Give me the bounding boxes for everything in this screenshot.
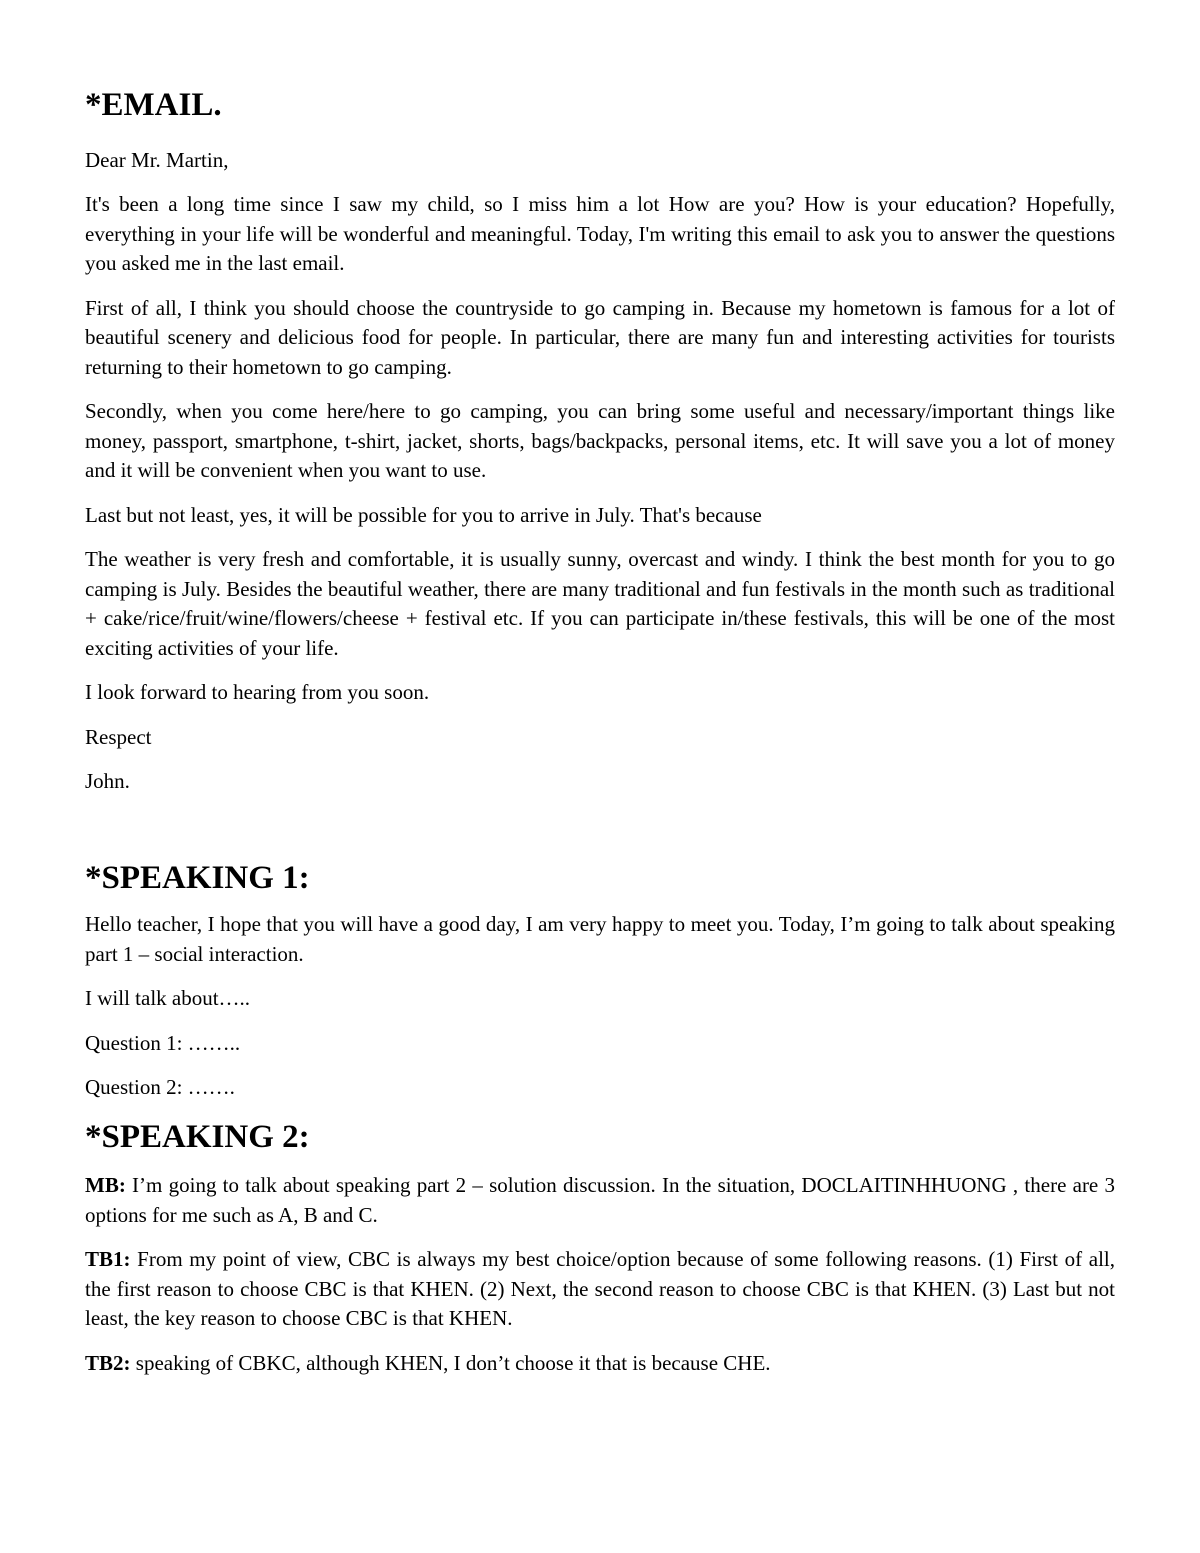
speaking2-heading: *SPEAKING 2: (85, 1118, 310, 1155)
email-heading: *EMAIL. (85, 87, 222, 123)
speaking2-mb-paragraph (85, 1171, 1115, 1230)
speaking2-tb1-label: TB1: (85, 1247, 131, 1272)
speaking1-heading: *SPEAKING 1: (85, 859, 310, 896)
speaking2-mb-label: MB: (85, 1173, 126, 1198)
speaking1-question-1: Question 1: …….. (85, 1030, 241, 1055)
email-paragraph: It's been a long time since I saw my child, so I miss him a lot How are you? How is your education? Hopefully, everything in your life will be wonderful and meaningful. Today, I'm writing this email to ask you to answer the questions you asked me in the last email. (85, 192, 1115, 276)
speaking2-mb-text: I’m going to talk about speaking part 2 – solution discussion. In the situation, DOCLAITINHHUONG , there are 3 options for me such as A, B and C. (85, 1173, 1115, 1227)
speaking2-tb2-text: speaking of CBKC, although KHEN, I don’t choose it that is because CHE. (130, 1350, 771, 1375)
speaking1-intro: Hello teacher, I hope that you will have a good day, I am very happy to meet you. Today, I’m going to talk about speaking part 1 – social interaction. (85, 912, 1115, 966)
email-signature: John. (85, 769, 130, 794)
speaking2-tb2-label: TB2: (85, 1350, 131, 1375)
email-salutation: Dear Mr. Martin, (85, 147, 229, 172)
speaking1-question-2: Question 2: ……. (85, 1075, 235, 1100)
speaking2-tb1-paragraph (85, 1245, 1115, 1334)
email-paragraph: The weather is very fresh and comfortable, it is usually sunny, overcast and windy. I think the best month for you to go camping is July. Besides the beautiful weather, there are many traditional and fun festivals in the month such as traditional + cake/rice/fruit/wine/flowers/cheese + festival etc. If you can participate in/these festivals, this will be one of the most exciting activities of your life. (85, 547, 1115, 660)
email-closing: Respect (85, 724, 152, 749)
email-paragraph: Last but not least, yes, it will be possible for you to arrive in July. That's because (85, 502, 762, 527)
speaking2-tb2-paragraph (85, 1349, 1115, 1379)
speaking1-talk-about: I will talk about….. (85, 986, 251, 1011)
speaking2-tb1-text: From my point of view, CBC is always my best choice/option because of some following reasons. (1) First of all, the first reason to choose CBC is that KHEN. (2) Next, the second reason to choose CBC is that KHEN. (3) Last but not least, the key reason to choose CBC is that KHEN. (85, 1247, 1115, 1331)
email-paragraph: First of all, I think you should choose the countryside to go camping in. Because my hometown is famous for a lot of beautiful scenery and delicious food for people. In particular, there are many fun and interesting activities for tourists returning to their hometown to go camping. (85, 295, 1115, 379)
email-paragraph: I look forward to hearing from you soon. (85, 680, 430, 705)
email-paragraph: Secondly, when you come here/here to go camping, you can bring some useful and necessary/important things like money, passport, smartphone, t-shirt, jacket, shorts, bags/backpacks, personal items, etc. It will save you a lot of money and it will be convenient when you want to use. (85, 399, 1115, 483)
document-page (85, 80, 1115, 1393)
